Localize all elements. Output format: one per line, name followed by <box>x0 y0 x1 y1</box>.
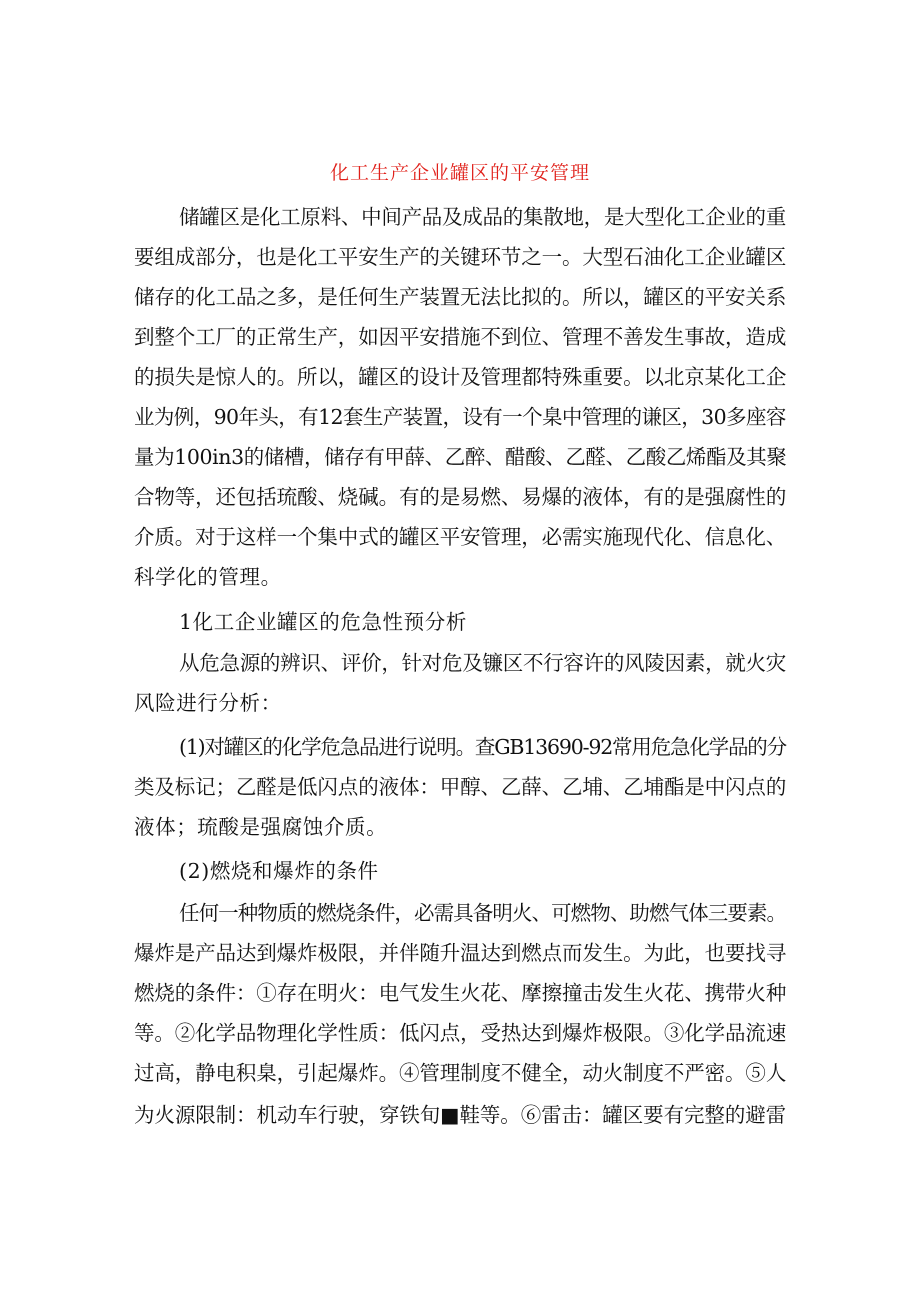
body-line: 的损失是惊人的。所以，罐区的设计及管理都特殊重要。以北京某化工企 <box>134 365 787 389</box>
body-line: 类及标记；乙醛是低闪点的液体：甲醇、乙薛、乙埔、乙埔酯是中闪点的 <box>134 775 787 799</box>
body-line: 任何一种物质的燃烧条件，必需具备明火、可燃物、助燃气体三要素。 <box>179 901 787 925</box>
body-line: 为火源限制：机动车行驶，穿铁旬■鞋等。⑥雷击：罐区要有完整的避雷 <box>134 1103 787 1127</box>
body-line: 等。②化学品物理化学性质：低闪点，受热达到爆炸极限。③化学品流速 <box>134 1021 787 1045</box>
body-line: 业为例，90年头，有12套生产装置，设有一个臬中管理的谦区，30多座容 <box>134 405 786 429</box>
body-line: 从危急源的辨识、评价，针对危及镰区不行容许的风陵因素，就火灾 <box>179 651 786 675</box>
body-line: 介质。对于这样一个集中式的罐区平安管理，必需实施现代化、信息化、 <box>134 525 787 549</box>
body-line: 风险进行分析： <box>134 691 282 715</box>
body-line: 合物等，还包括琉酸、烧碱。有的是易燃、易爆的液体，有的是强腐性的 <box>134 485 787 509</box>
body-line: 爆炸是产品达到爆炸极限，并伴随升温达到燃点而发生。为此，也要找寻 <box>134 941 787 965</box>
body-line: (1)对罐区的化学危急品进行说明。查GB13690-92常用危急化学品的分 <box>179 735 786 759</box>
body-line: 燃烧的条件：①存在明火：电气发生火花、摩擦撞击发生火花、携带火种 <box>134 981 787 1005</box>
body-line: 到整个工厂的正常生产，如因平安措施不到位、管理不善发生事故，造成 <box>134 325 787 349</box>
body-line: 液体；琉酸是强腐蚀介质。 <box>134 815 388 839</box>
section-heading: 1化工企业罐区的危急性预分析 <box>179 610 467 634</box>
body-line: 储存的化工品之多，是任何生产装置无法比拟的。所以，罐区的平安关系 <box>134 285 787 309</box>
body-line: 过高，静电积臬，引起爆炸。④管理制度不健全，动火制度不严密。⑤人 <box>134 1061 787 1085</box>
body-line: 科学化的管理。 <box>134 565 282 589</box>
document-title: 化工生产企业罐区的平安管理 <box>329 162 590 184</box>
body-line: 储罐区是化工原料、中间产品及成品的集散地，是大型化工企业的重 <box>179 205 786 229</box>
subsection-heading: (2)燃烧和爆炸的条件 <box>179 859 379 883</box>
body-line: 量为100in3的储槽，储存有甲薛、乙醉、醋酸、乙醛、乙酸乙烯酯及其聚 <box>134 445 787 469</box>
body-line: 要组成部分，也是化工平安生产的关键环节之一。大型石油化工企业罐区 <box>134 245 787 269</box>
